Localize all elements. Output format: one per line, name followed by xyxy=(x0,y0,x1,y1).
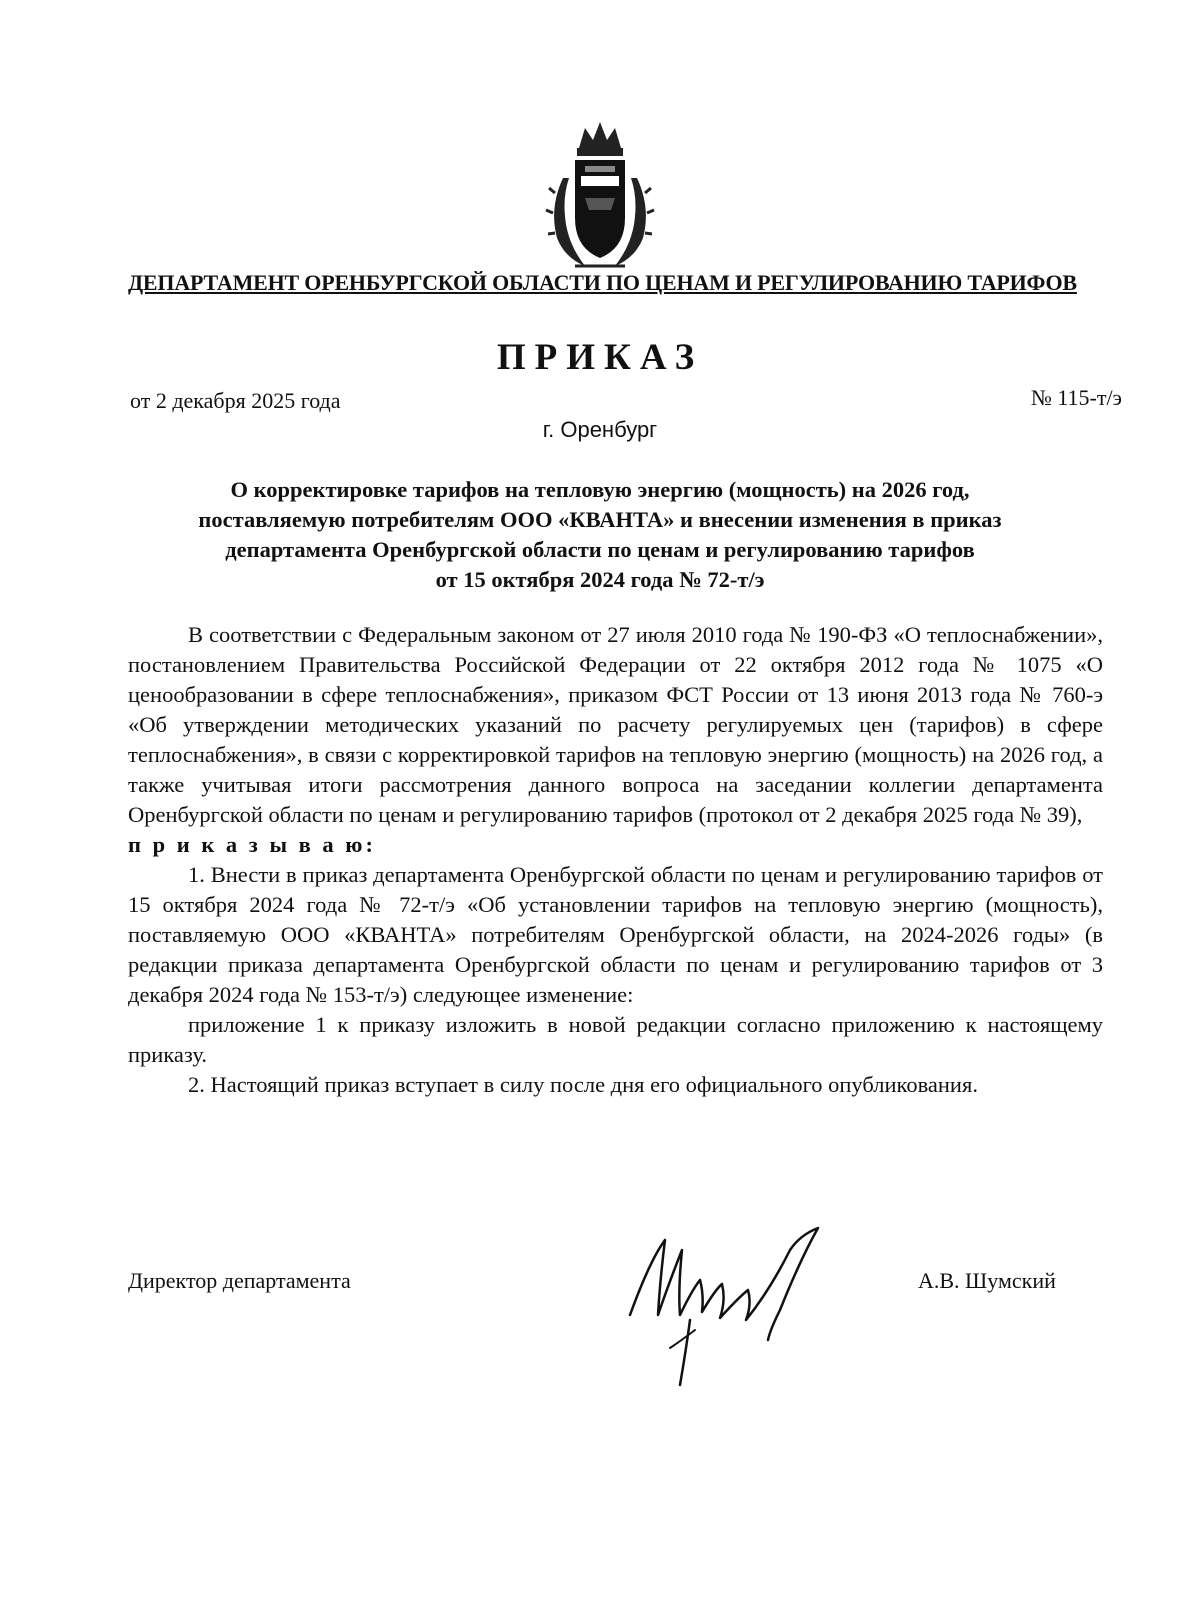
document-date: от 2 декабря 2025 года xyxy=(130,388,341,413)
preamble-paragraph: В соответствии с Федеральным законом от 27 июля 2010 года № 190-ФЗ «О теплоснабжении», постановлением Правительства Российской Федерации от 22 октября 2012 года № 1075 «О ценообразовании в сфере теплоснабжения», приказом ФСТ России от 13 июня 2013 года № 760-э «Об утверждении методических указаний по расчету регулируемых цен (тарифов) в сфере теплоснабжения», в связи с корректировкой тарифов на тепловую энергию (мощность) на 2026 год, а также учитывая итоги рассмотрения данного вопроса на заседании коллегии департамента Оренбургской области по ценам и регулированию тарифов (протокол от 2 декабря 2025 года № 39), xyxy=(128,622,1103,827)
heading-line: О корректировке тарифов на тепловую энергию (мощность) на 2026 год, xyxy=(230,477,970,502)
coat-of-arms-icon xyxy=(545,118,655,270)
handwritten-signature-icon xyxy=(620,1220,840,1390)
item-2-paragraph: 2. Настоящий приказ вступает в силу после дня его официального опубликования. xyxy=(188,1072,978,1097)
item-1-paragraph: 1. Внести в приказ департамента Оренбургской области по ценам и регулированию тарифов от 15 октября 2024 года № 72-т/э «Об установлении тарифов на тепловую энергию (мощность), поставляемую ООО «КВАНТА» потребителям Оренбургской области, на 2024-2026 годы» (в редакции приказа департамента Оренбургской области по ценам и регулированию тарифов от 3 декабря 2024 года № 153-т/э) следующее изменение: xyxy=(128,862,1103,1007)
document-type-title: ПРИКАЗ xyxy=(496,337,704,378)
decree-word: п р и к а з ы в а ю: xyxy=(128,832,376,857)
document-city: г. Оренбург xyxy=(542,417,658,442)
signatory-role: Директор департамента xyxy=(128,1268,351,1293)
document-number: № 115-т/э xyxy=(1030,385,1122,410)
item-1-sub-paragraph: приложение 1 к приказу изложить в новой редакции согласно приложению к настоящему приказу. xyxy=(128,1012,1103,1067)
heading-line: поставляемую потребителям ООО «КВАНТА» и внесении изменения в приказ xyxy=(198,507,1002,532)
signatory-name: А.В. Шумский xyxy=(918,1268,1056,1293)
document-heading xyxy=(120,475,1080,595)
heading-line: департамента Оренбургской области по ценам и регулированию тарифов xyxy=(225,537,975,562)
department-name: ДЕПАРТАМЕНТ ОРЕНБУРГСКОЙ ОБЛАСТИ ПО ЦЕНАМ И РЕГУЛИРОВАНИЮ ТАРИФОВ xyxy=(128,270,1077,295)
heading-line: от 15 октября 2024 года № 72-т/э xyxy=(435,567,765,592)
document-body xyxy=(128,620,1103,1100)
